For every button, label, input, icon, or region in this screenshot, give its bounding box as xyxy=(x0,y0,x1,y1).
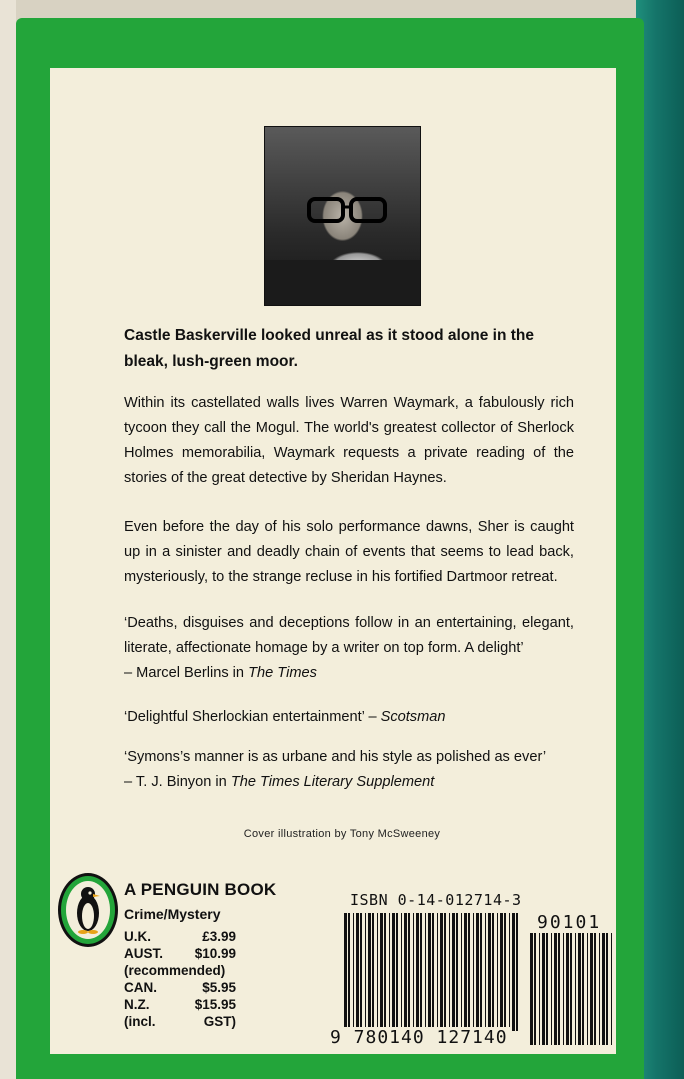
author-photo xyxy=(264,126,421,306)
price-row-gst: (incl. GST) xyxy=(124,1014,236,1029)
review-quote-1 xyxy=(124,611,574,686)
review-quote-3 xyxy=(124,745,574,795)
price-row-can: CAN. $5.95 xyxy=(124,980,236,995)
quote-1-source: The Times xyxy=(248,665,317,681)
penguin-logo-icon xyxy=(58,873,118,947)
quote-2-text: ‘Delightful Sherlockian entertainment’ – xyxy=(124,709,381,725)
review-quote-2 xyxy=(124,705,574,730)
publisher-name: A PENGUIN BOOK xyxy=(124,880,277,899)
barcode-supplement xyxy=(530,933,616,1045)
quote-3-source: The Times Literary Supplement xyxy=(230,774,435,790)
book-category: Crime/Mystery xyxy=(124,906,221,922)
quote-3-text: ‘Symons’s manner is as urbane and his style as polished as ever’ xyxy=(124,749,547,765)
lead-paragraph: Castle Baskerville looked unreal as it stood alone in the bleak, lush-green moor. xyxy=(124,327,535,370)
price-list xyxy=(124,928,236,1030)
synopsis-paragraph-1: Within its castellated walls lives Warren Waymark, a fabulously rich tycoon they call the Mogul. The world's greatest collector of Sherlock Holmes memorabilia, Waymark requests a private reading of the stories of the great detective by Sheridan Haynes. xyxy=(124,395,574,486)
barcode xyxy=(344,913,520,1031)
price-row-nz: N.Z. $15.95 xyxy=(124,997,236,1012)
barcode-supplement-number: 90101 xyxy=(537,912,602,933)
quote-2-source: Scotsman xyxy=(380,709,446,725)
price-row-recommended: (recommended) xyxy=(124,963,226,978)
quote-3-attribution: – T. J. Binyon in xyxy=(124,774,231,790)
barcode-number: 9 780140 127140 xyxy=(330,1027,508,1048)
price-row-uk: U.K. £3.99 xyxy=(124,929,236,944)
quote-1-text: ‘Deaths, disguises and deceptions follow in an entertaining, elegant, literate, affectionate homage by a writer on top form. A delight’ xyxy=(124,615,574,656)
price-row-aust: AUST. $10.99 xyxy=(124,946,236,961)
page-edge xyxy=(0,0,16,1079)
cover-credit: Cover illustration by Tony McSweeney xyxy=(243,828,441,840)
isbn: ISBN 0-14-012714-3 xyxy=(350,891,522,909)
glasses-icon xyxy=(307,197,387,225)
coat xyxy=(265,260,420,305)
synopsis-paragraph-2: Even before the day of his solo performance dawns, Sher is caught up in a sinister and deadly chain of events that seems to lead back, mysteriously, to the strange recluse in his fortified Dartmoor retreat. xyxy=(124,519,574,585)
quote-1-attribution: – Marcel Berlins in xyxy=(124,665,249,681)
